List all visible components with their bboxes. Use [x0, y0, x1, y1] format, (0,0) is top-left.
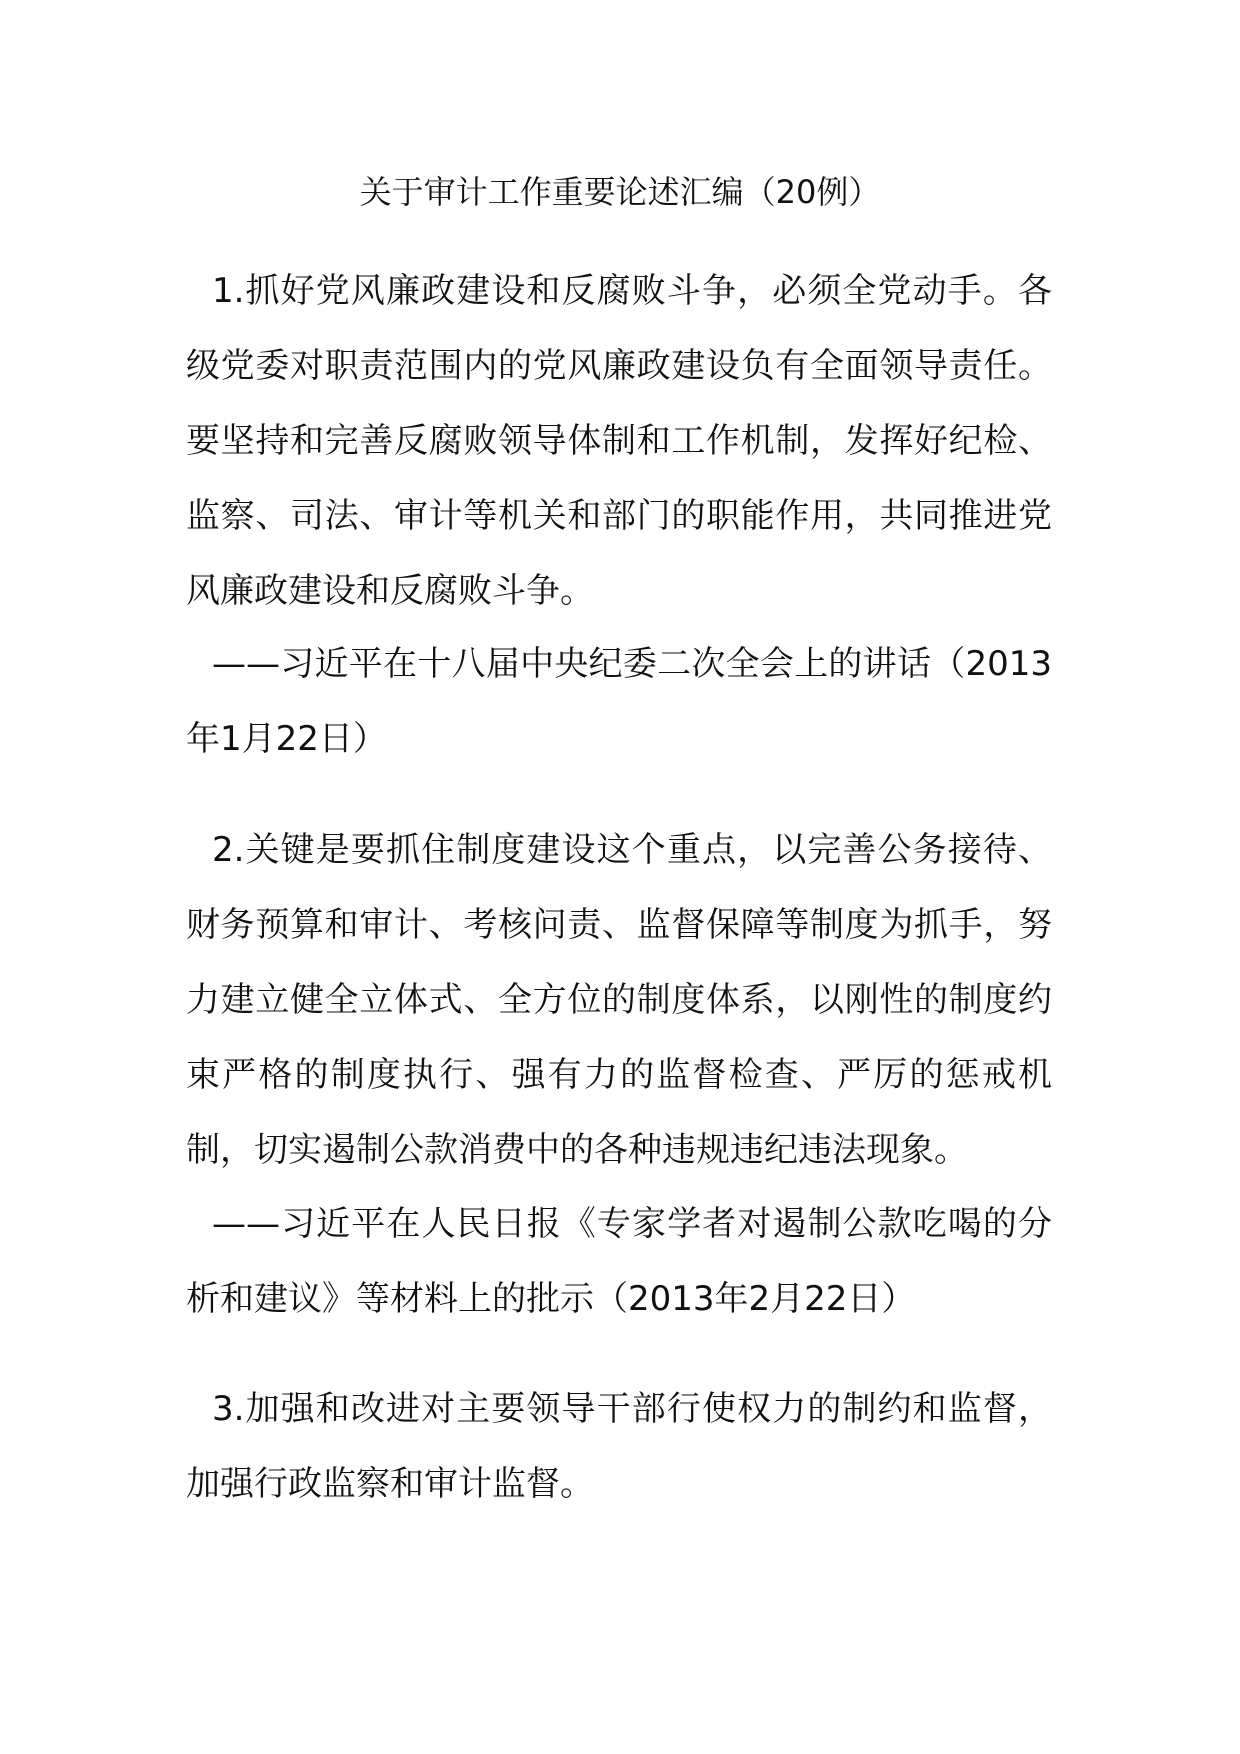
source-1: ——习近平在十八届中央纪委二次全会上的讲话（2013年1月22日）	[186, 644, 1052, 759]
paragraph-2: 2.关键是要抓住制度建设这个重点，以完善公务接待、财务预算和审计、考核问责、监督保障等制度为抓手，努力建立健全立体式、全方位的制度体系，以刚性的制度约束严格的制度执行、强有力的监督检查、严厉的惩戒机制，切实遏制公款消费中的各种违规违纪违法现象。	[186, 830, 1052, 1170]
source-2: ——习近平在人民日报《专家学者对遏制公款吃喝的分析和建议》等材料上的批示（2013年2月22日）	[186, 1204, 1052, 1319]
document-title: 关于审计工作重要论述汇编（20例）	[359, 173, 881, 211]
paragraph-1: 1.抓好党风廉政建设和反腐败斗争，必须全党动手。各级党委对职责范围内的党风廉政建设负有全面领导责任。要坚持和完善反腐败领导体制和工作机制，发挥好纪检、监察、司法、审计等机关和部门的职能作用，共同推进党风廉政建设和反腐败斗争。	[186, 271, 1052, 611]
paragraph-3: 3.加强和改进对主要领导干部行使权力的制约和监督，加强行政监察和审计监督。	[186, 1389, 1052, 1504]
